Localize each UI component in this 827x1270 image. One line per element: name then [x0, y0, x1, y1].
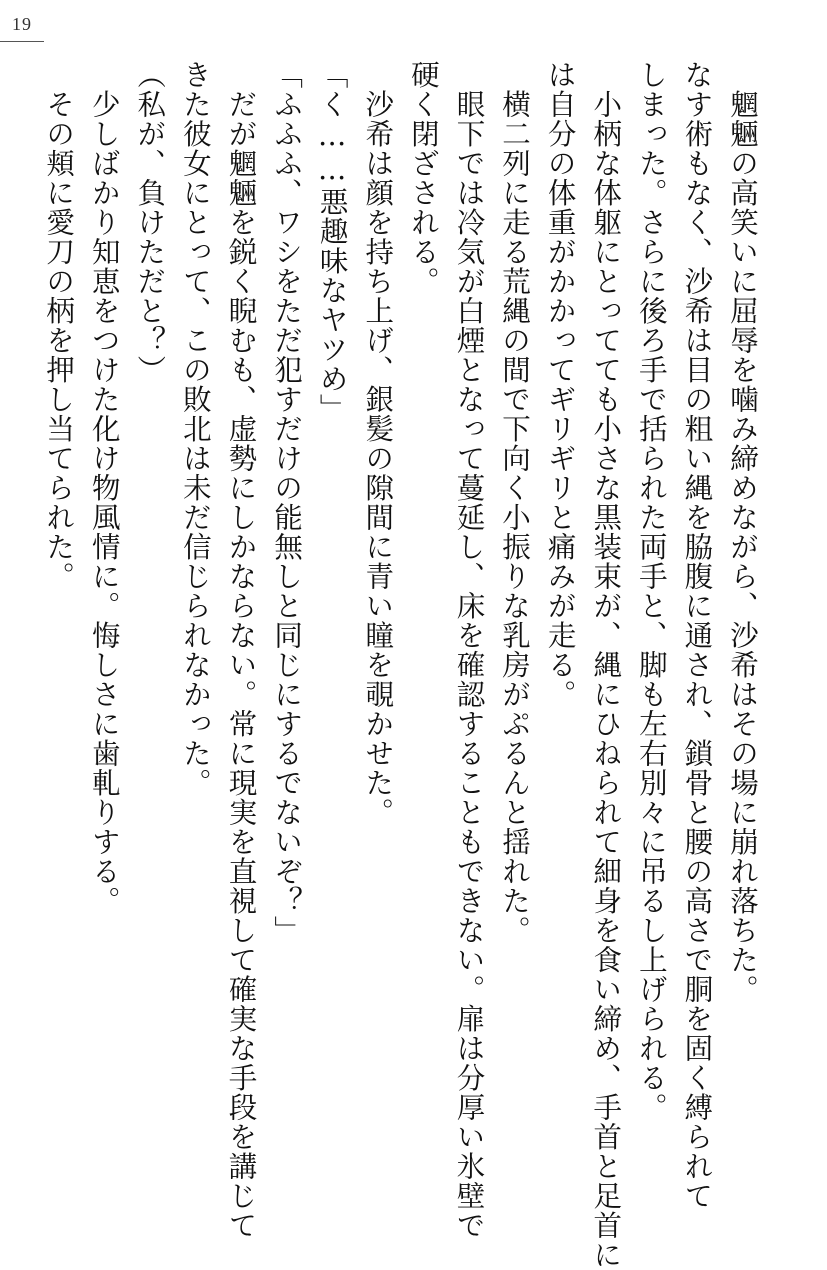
text-line: 横二列に走る荒縄の間で下向く小振りな乳房がぷるんと揺れた。	[498, 60, 532, 945]
text-line: （私が、負けただと？）	[133, 60, 167, 385]
text-line: 沙希は顔を持ち上げ、銀髪の隙間に青い瞳を覗かせた。	[361, 60, 395, 827]
text-line: 魍魎の高笑いに屈辱を噛み締めながら、沙希はその場に崩れ落ちた。	[726, 60, 759, 1004]
text-line: 硬く閉ざされる。	[406, 60, 440, 296]
text-line: しまった。さらに後ろ手で括られた両手と、脚も左右別々に吊るし上げられる。	[634, 60, 668, 1122]
text-line: 「く……悪趣味なヤツめ」	[315, 60, 349, 423]
text-line: だが魍魎を鋭く睨むも、虚勢にしかならない。常に現実を直視して確実な手段を講じて	[224, 60, 258, 1240]
page-number-rule	[0, 41, 44, 42]
text-line: 眼下では冷気が白煙となって蔓延し、床を確認することもできない。扉は分厚い氷壁で	[452, 60, 486, 1240]
text-line: なす術もなく、沙希は目の粗い縄を脇腹に通され、鎖骨と腰の高さで胴を固く縛られて	[680, 60, 714, 1211]
text-line: 小柄な体躯にとってても小さな黒装束が、縄にひねられて細身を食い締め、手首と足首に	[589, 60, 623, 1270]
text-line: 「ふふふ、ワシをただ犯すだけの能無しと同じにするでないぞ？」	[270, 60, 304, 945]
text-line: その頬に愛刀の柄を押し当てられた。	[42, 60, 76, 591]
text-line: は自分の体重がかかってギリギリと痛みが走る。	[543, 60, 577, 709]
text-line: 少しばかり知恵をつけた化け物風情に。悔しさに歯軋りする。	[87, 60, 121, 916]
text-line: きた彼女にとって、この敗北は未だ信じられなかった。	[178, 60, 212, 798]
page-number: 19	[12, 14, 32, 34]
vertical-text-body	[42, 60, 765, 1270]
